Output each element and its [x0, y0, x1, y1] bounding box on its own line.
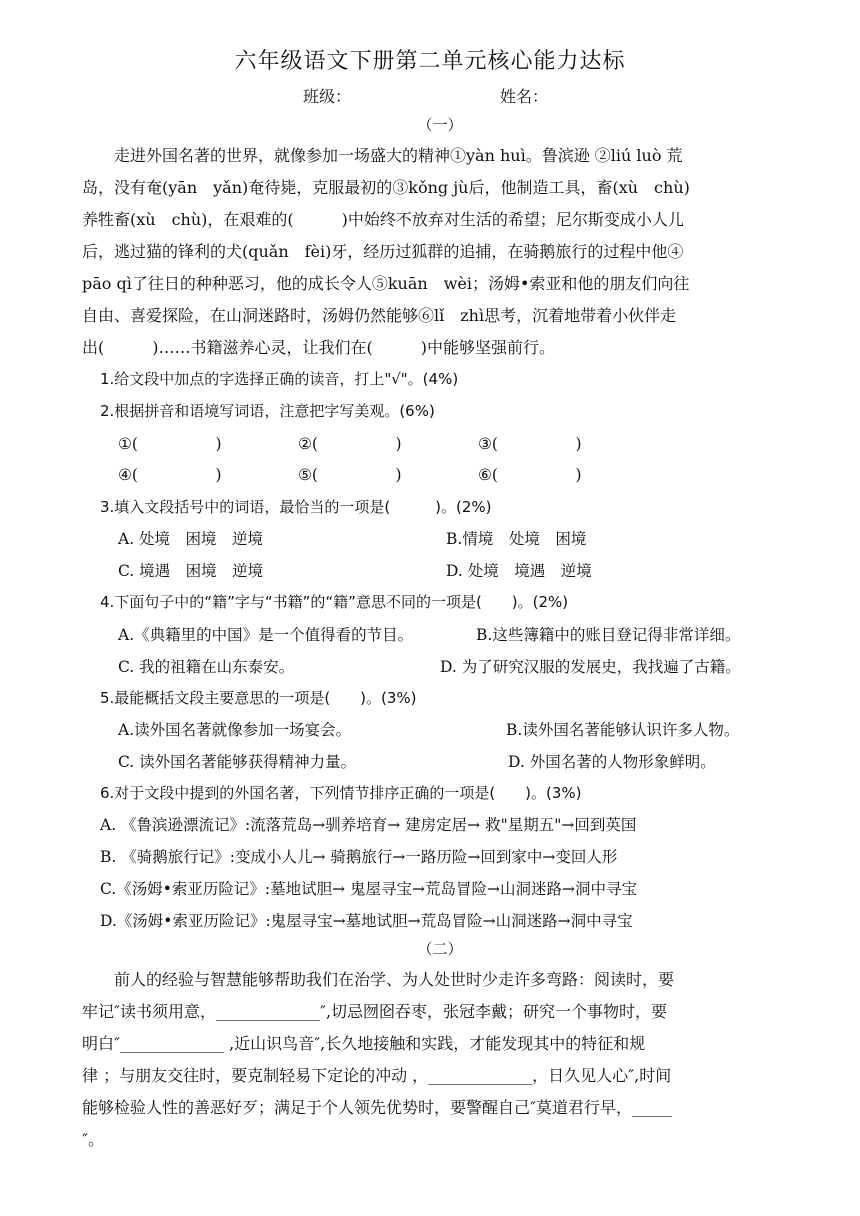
answer-blank-2[interactable]: ②( )	[298, 435, 402, 453]
passage-line: 能够检验人性的善恶好歹；满足于个人领先优势时，要警醒自己″莫道君行早，_____	[82, 1098, 672, 1117]
q6-option-d[interactable]: D.《汤姆•索亚历险记》:鬼屋寻宝→墓地试胆→荒岛冒险→山洞迷路→洞中寻宝	[100, 912, 633, 930]
q6-option-c[interactable]: C.《汤姆•索亚历险记》:墓地试胆→ 鬼屋寻宝→荒岛冒险→山洞迷路→洞中寻宝	[100, 880, 637, 898]
question-2: 2.根据拼音和语境写词语，注意把字写美观。(6%)	[100, 402, 435, 420]
passage-line: pāo qì了往日的种种恶习，他的成长令人⑤kuān wèi；汤姆•索亚和他的朋友们向往	[82, 274, 690, 293]
q6-option-b[interactable]: B. 《骑鹅旅行记》:变成小人儿→ 骑鹅旅行→一路历险→回到家中→变回人形	[100, 848, 618, 866]
q5-option-a[interactable]: A.读外国名著就像参加一场宴会。	[118, 721, 352, 739]
answer-blank-3[interactable]: ③( )	[478, 435, 582, 453]
question-1: 1.给文段中加点的字选择正确的读音，打上"√"。(4%)	[100, 370, 459, 388]
q3-option-d[interactable]: D. 处境 境遇 逆境	[446, 562, 592, 580]
passage-line: ″。	[82, 1130, 104, 1149]
question-3: 3.填入文段括号中的词语，最恰当的一项是( )。(2%)	[100, 498, 492, 516]
q3-option-a[interactable]: A. 处境 困境 逆境	[118, 530, 264, 548]
answer-blank-1[interactable]: ①( )	[118, 435, 222, 453]
question-4: 4.下面句子中的“籍”字与“书籍”的“籍”意思不同的一项是( )。(2%)	[100, 593, 569, 611]
answer-blank-4[interactable]: ④( )	[118, 466, 222, 484]
passage-one	[82, 140, 782, 364]
q4-option-d[interactable]: D. 为了研究汉服的发展史，我找遍了古籍。	[440, 658, 741, 676]
passage-two	[82, 964, 782, 1156]
class-label: 班级：	[303, 87, 352, 106]
q6-option-a[interactable]: A. 《鲁滨逊漂流记》:流落荒岛→驯养培育→ 建房定居→ 救"星期五"→回到英国	[100, 816, 637, 834]
q5-option-b[interactable]: B.读外国名著能够认识许多人物。	[506, 721, 740, 739]
passage-line: 前人的经验与智慧能够帮助我们在治学、为人处世时少走许多弯路：阅读时，要	[82, 970, 675, 989]
section-two-heading: （二）	[417, 940, 463, 958]
name-label: 姓名：	[500, 87, 549, 106]
q4-option-a[interactable]: A.《典籍里的中国》是一个值得看的节目。	[118, 626, 414, 644]
page-title: 六年级语文下册第二单元核心能力达标	[234, 49, 626, 74]
passage-line: 岛，没有奄(yān yǎn)奄待毙，克服最初的③kǒng jù后，他制造工具，畜(xù chù)	[82, 178, 690, 197]
passage-line: 律 ；与朋友交往时，要克制轻易下定论的冲动 ，_____________，日久见人心″,时间	[82, 1066, 672, 1085]
passage-line: 养牲畜(xù chù)，在艰难的( )中始终不放弃对生活的希望；尼尔斯变成小人儿	[82, 210, 684, 229]
passage-line: 走进外国名著的世界，就像参加一场盛大的精神①yàn huì。鲁滨逊 ②liú luò 荒	[82, 146, 683, 165]
q5-option-c[interactable]: C. 读外国名著能够获得精神力量。	[118, 753, 357, 771]
question-6: 6.对于文段中提到的外国名著，下列情节排序正确的一项是( )。(3%)	[100, 784, 582, 802]
question-5: 5.最能概括文段主要意思的一项是( )。(3%)	[100, 689, 417, 707]
passage-line: 出( )……书籍滋养心灵，让我们在( )中能够坚强前行。	[82, 338, 555, 357]
q4-option-c[interactable]: C. 我的祖籍在山东泰安。	[118, 658, 295, 676]
passage-line: 明白″_____________ ,近山识鸟音″,长久地接触和实践，才能发现其中的特征和规	[82, 1034, 646, 1053]
q3-option-b[interactable]: B.情境 处境 困境	[446, 530, 587, 548]
passage-line: 后，逃过猫的锋利的犬(quǎn fèi)牙，经历过狐群的追捕，在骑鹅旅行的过程中他④	[82, 242, 684, 261]
passage-line: 牢记″读书须用意，_____________″,切忌囫囵吞枣，张冠李戴；研究一个事物时，要	[82, 1002, 668, 1021]
section-one-heading: （一）	[417, 116, 463, 134]
answer-blank-5[interactable]: ⑤( )	[298, 466, 402, 484]
q3-option-c[interactable]: C. 境遇 困境 逆境	[118, 562, 264, 580]
passage-line: 自由、喜爱探险，在山洞迷路时，汤姆仍然能够⑥lǐ zhì思考，沉着地带着小伙伴走	[82, 306, 677, 325]
answer-blank-6[interactable]: ⑥( )	[478, 466, 582, 484]
q5-option-d[interactable]: D. 外国名著的人物形象鲜明。	[508, 753, 716, 771]
q4-option-b[interactable]: B.这些簿籍中的账目登记得非常详细。	[476, 626, 741, 644]
